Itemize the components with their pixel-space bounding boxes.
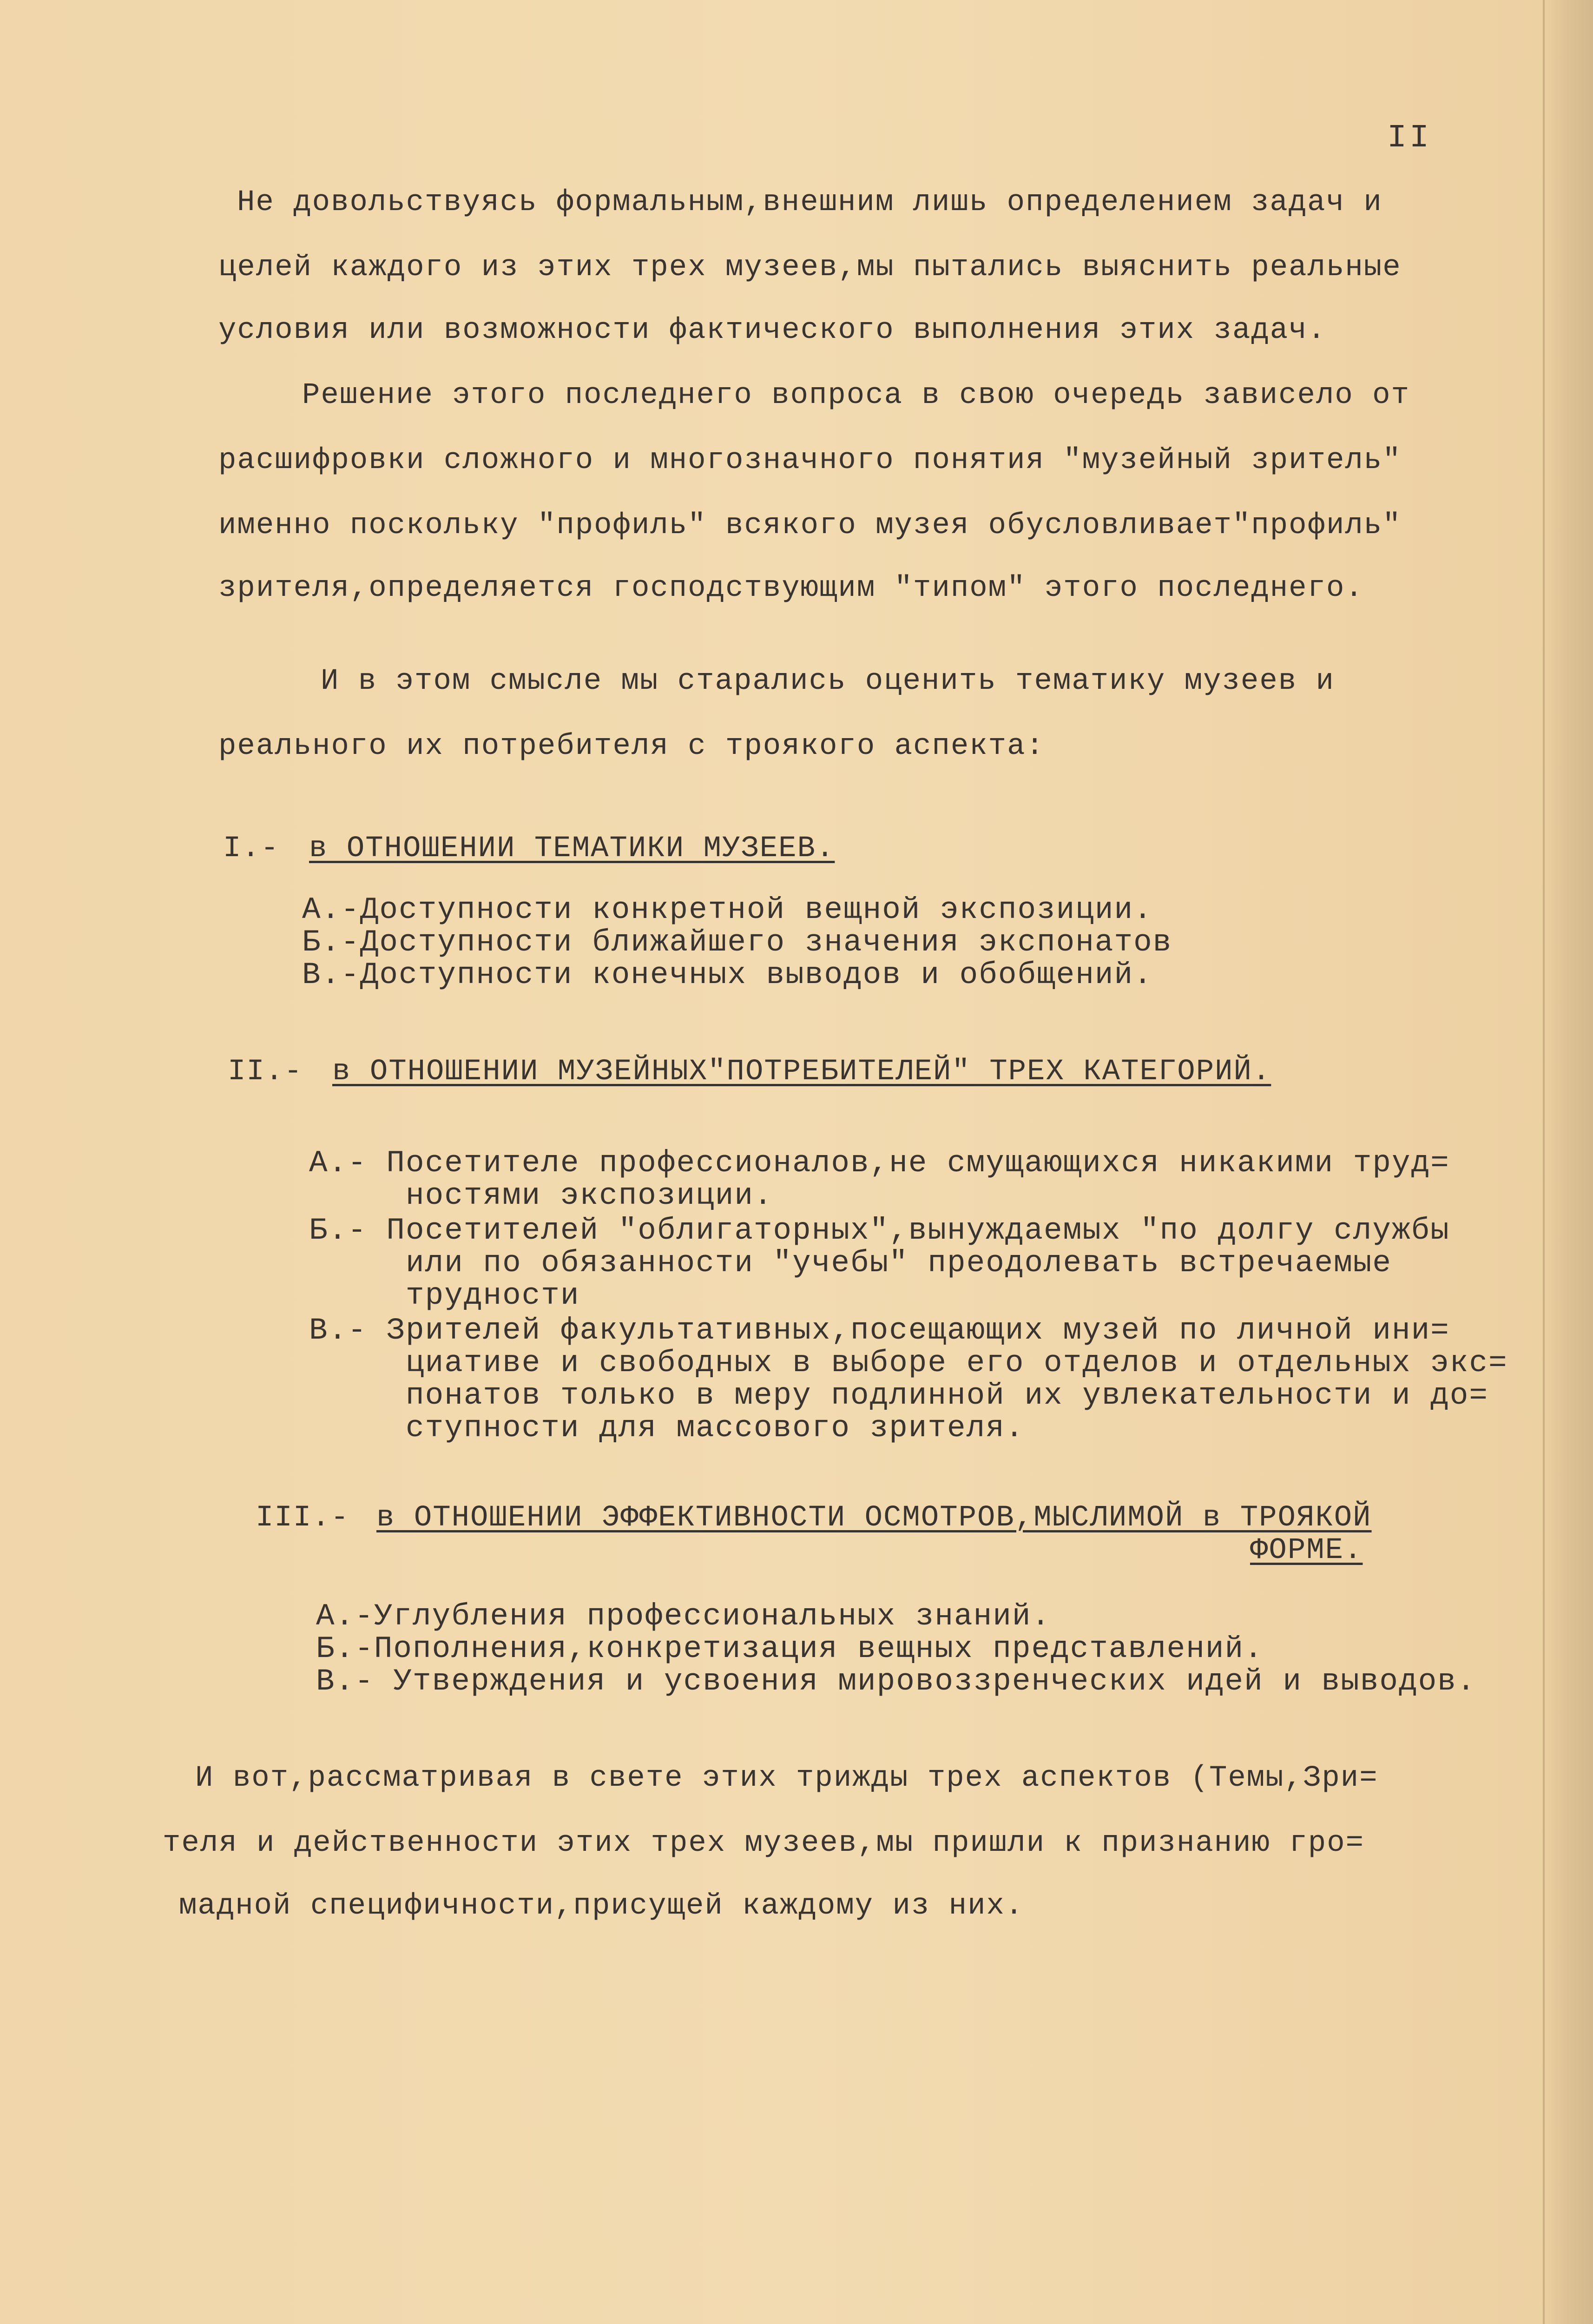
page-edge-shadow	[1542, 0, 1593, 2324]
section2-item-a-line1: А.- Посетителе профессионалов,не смущающихся никакими труд=	[309, 1146, 1450, 1181]
paragraph2-line1: Решение этого последнего вопроса в свою очередь зависело от	[302, 379, 1410, 412]
paragraph4-line1: И вот,рассматривая в свете этих трижды трех аспектов (Темы,Зри=	[195, 1762, 1378, 1795]
section1-item-c: В.-Доступности конечных выводов и обобщений.	[302, 957, 1153, 992]
section2-item-c-line2: циативе и свободных в выборе его отделов и отдельных экс=	[309, 1346, 1508, 1380]
section2-item-c-line3: понатов только в меру подлинной их увлекательности и до=	[309, 1378, 1488, 1413]
section2-heading: в ОТНОШЕНИИ МУЗЕЙНЫХ"ПОТРЕБИТЕЛЕЙ" ТРЕХ КАТЕГОРИЙ.	[332, 1055, 1271, 1089]
section3-item-c: В.- Утверждения и усвоения мировоззренческих идей и выводов.	[316, 1664, 1476, 1699]
section3-heading: в ОТНОШЕНИИ ЭФФЕКТИВНОСТИ ОСМОТРОВ,МЫСЛИМОЙ в ТРОЯКОЙ	[376, 1501, 1372, 1535]
paragraph2-line4: зрителя,определяется господствующим "типом" этого последнего.	[218, 572, 1364, 605]
paragraph1-line1: Не довольствуясь формальным,внешним лишь определением задач и	[237, 186, 1382, 219]
paragraph4-line2: теля и действенности этих трех музеев,мы пришли к признанию гро=	[163, 1827, 1364, 1860]
section1-heading: в ОТНОШЕНИИ ТЕМАТИКИ МУЗЕЕВ.	[309, 832, 835, 865]
paragraph3-line2: реального их потребителя с троякого аспекта:	[218, 730, 1045, 763]
paragraph4-line3: мадной специфичности,присущей каждому из них.	[179, 1889, 1024, 1923]
section2-item-c-line4: ступности для массового зрителя.	[309, 1411, 1025, 1446]
page-fold-line	[1543, 0, 1545, 2324]
section1-item-b: Б.-Доступности ближайшего значения экспонатов	[302, 925, 1172, 960]
paragraph2-line3: именно поскольку "профиль" всякого музея обусловливает"профиль"	[218, 509, 1402, 542]
paragraph3-line1: И в этом смысле мы старались оценить тематику музеев и	[321, 665, 1335, 698]
section2-item-b-line2: или по обязанности "учебы" преодолевать встречаемые	[309, 1246, 1392, 1281]
section2-item-c-line1: В.- Зрителей факультативных,посещающих музей по личной ини=	[309, 1313, 1450, 1348]
page-number: II	[1387, 120, 1432, 157]
section2-item-b-line1: Б.- Посетителей "облигаторных",вынуждаемых "по долгу службы	[309, 1213, 1450, 1248]
paragraph1-line2: целей каждого из этих трех музеев,мы пытались выяснить реальные	[218, 251, 1402, 284]
section1-number: I.-	[223, 832, 280, 865]
section3-heading-continuation: ФОРМЕ.	[1250, 1534, 1363, 1567]
paragraph2-line2: расшифровки сложного и многозначного понятия "музейный зритель"	[218, 444, 1402, 477]
section2-item-a-line2: ностями экспозиции.	[309, 1178, 773, 1213]
section2-item-b-line3: трудности	[309, 1278, 580, 1313]
paragraph1-line3: условия или возможности фактического выполнения этих задач.	[218, 314, 1326, 347]
section3-number: III.-	[256, 1501, 350, 1535]
section1-item-a: А.-Доступности конкретной вещной экспозиции.	[302, 892, 1153, 927]
section3-item-a: А.-Углубления профессиональных знаний.	[316, 1599, 1051, 1634]
section2-number: II.-	[228, 1055, 303, 1089]
section3-item-b: Б.-Пополнения,конкретизация вещных представлений.	[316, 1631, 1264, 1666]
